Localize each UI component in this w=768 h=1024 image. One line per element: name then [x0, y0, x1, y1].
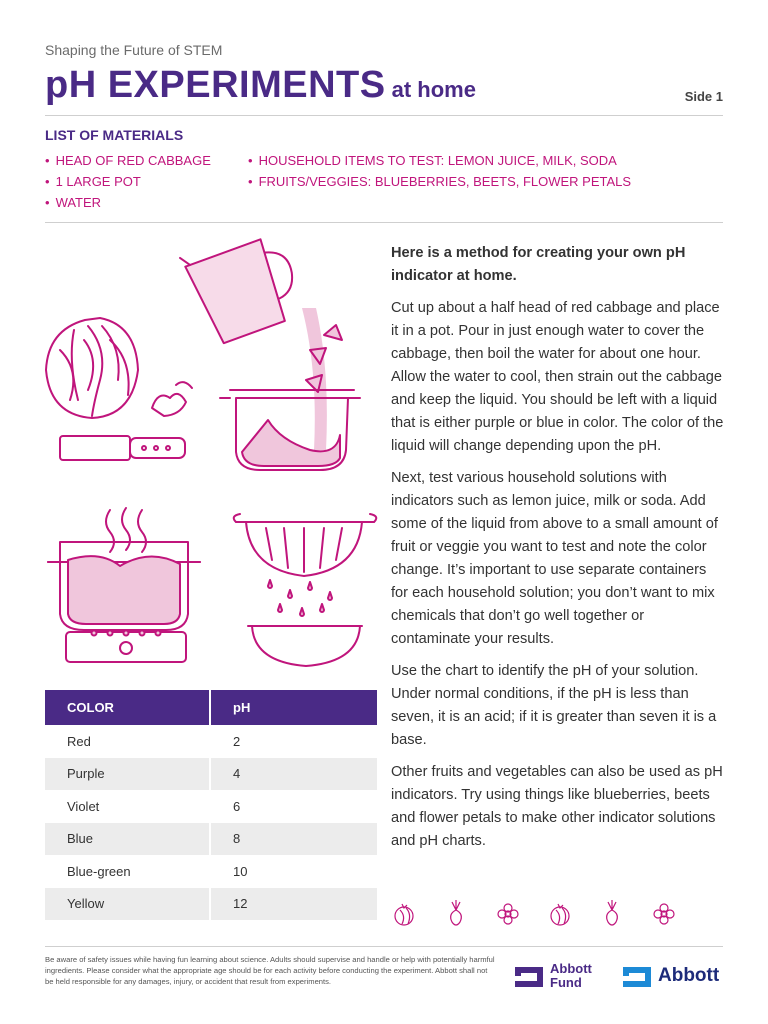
logo-abbott-text: Abbott: [658, 965, 720, 986]
material-item: • HOUSEHOLD ITEMS TO TEST: LEMON JUICE, MILK, SODA: [248, 150, 631, 171]
paragraph: Use the chart to identify the pH of your solution. Under normal conditions, if the pH is less than seven, it is an acid; if it is greater than seven it is a base.: [391, 663, 717, 748]
table-row: [45, 758, 377, 791]
abbott-fund-logo: [512, 962, 607, 992]
flower-icon: [654, 904, 674, 924]
color-cell: Purple: [45, 758, 209, 791]
table-row: [45, 855, 377, 888]
tagline: Shaping the Future of STEM: [45, 42, 223, 58]
ph-cell: 6: [209, 790, 377, 823]
colander-icon: [234, 514, 377, 576]
divider: [45, 115, 723, 116]
side-label: Side 1: [684, 89, 723, 104]
ph-cell: 12: [209, 888, 377, 921]
ph-cell: 2: [209, 725, 377, 758]
cabbage-icon: [395, 904, 413, 925]
abbott-fund-logo-icon: [512, 964, 546, 990]
table-row: [45, 823, 377, 856]
flower-icon: [498, 904, 518, 924]
cabbage-icon: [551, 904, 569, 925]
material-item: • 1 LARGE POT: [45, 171, 211, 192]
materials-list-right: [248, 150, 631, 192]
cooking-pot-icon: [220, 390, 360, 470]
column-header: pH: [209, 690, 377, 725]
ph-cell: 10: [209, 855, 377, 888]
safety-disclaimer: Be aware of safety issues while having fun learning about science. Adults should supervise and handle or help with potentially harmful ingredients. Please consider what the appropriate age should be for each activity before conducting the experiment. Abbott shall not be held responsible for any damages, injury, or accident that result from experiments.: [45, 955, 495, 986]
ph-cell: 8: [209, 823, 377, 856]
paragraph: Other fruits and vegetables can also be used as pH indicators. Try using things like blueberries, beets and flower petals to make other indicator solutions and pH charts.: [391, 764, 723, 849]
divider: [45, 946, 723, 947]
material-item: • FRUITS/VEGGIES: BLUEBERRIES, BEETS, FLOWER PETALS: [248, 171, 631, 192]
measuring-cup-icon: [180, 230, 307, 347]
beet-icon: [607, 900, 618, 925]
materials-heading: LIST OF MATERIALS: [45, 127, 184, 143]
intro-paragraph: Here is a method for creating your own pH indicator at home.: [391, 245, 686, 284]
red-cabbage-icon: [46, 318, 138, 418]
beet-icon: [451, 900, 462, 925]
title-text: pH EXPERIMENTS: [45, 64, 386, 106]
ph-cell: 4: [209, 758, 377, 791]
boiling-pot-icon: [48, 542, 200, 662]
color-cell: Blue: [45, 823, 209, 856]
knife-icon: [60, 436, 185, 460]
logo-fund-line1: Abbott: [550, 961, 592, 976]
paragraph: Next, test various household solutions with indicators such as lemon juice, milk or soda. Add some of the liquid from above to a small amount of fruit or veggie you want to test and note the color change. It’s important to use separate containers for each household solution; you don’t want to mix chemicals that don’t go well together or contaminate your results.: [391, 470, 718, 647]
material-item: • HEAD OF RED CABBAGE: [45, 150, 211, 171]
table-row: [45, 790, 377, 823]
abbott-logo-icon: [620, 964, 654, 990]
materials-list-left: [45, 150, 211, 213]
color-cell: Blue-green: [67, 863, 131, 879]
color-cell: Yellow: [45, 888, 209, 921]
color-cell: Red: [67, 733, 91, 749]
table-header-row: [45, 690, 377, 725]
ph-color-chart: [45, 690, 377, 920]
bowl-icon: [248, 626, 362, 666]
column-header: COLOR: [45, 690, 209, 725]
cabbage-recipe-illustration: [40, 230, 380, 670]
produce-icons-row: [388, 898, 688, 930]
instructions-text: [391, 242, 726, 862]
table-row: [45, 888, 377, 921]
page-title: [45, 62, 476, 113]
abbott-logo: [620, 962, 725, 992]
divider: [45, 222, 723, 223]
paragraph: Cut up about a half head of red cabbage and place it in a pot. Pour in just enough water to cover the cabbage, then boil the water for about one hour. Allow the water to cool, then strain out the cabbage and keep the liquid. You should be left with a liquid that is either purple or blue in color. The color of the liquid will change depending upon the pH.: [391, 300, 724, 454]
title-subtitle: at home: [391, 77, 476, 102]
color-cell: Violet: [67, 798, 100, 814]
logo-fund-line2: Fund: [550, 975, 582, 990]
table-row: [45, 725, 377, 758]
material-item: • WATER: [45, 192, 211, 213]
